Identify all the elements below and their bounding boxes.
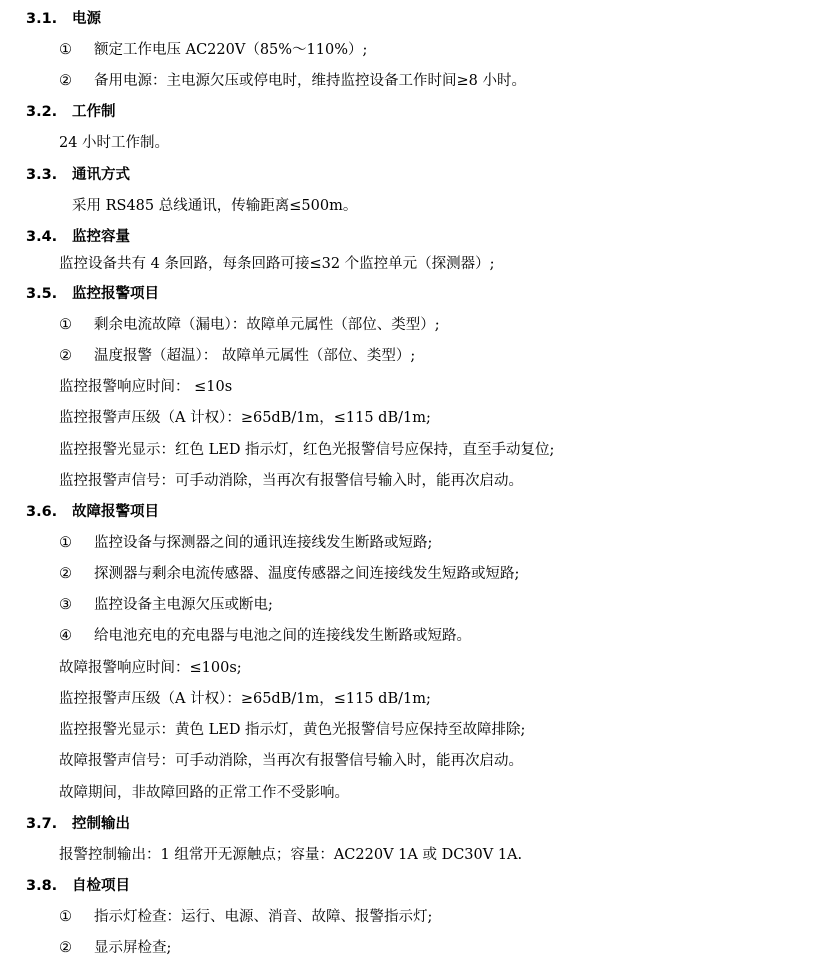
section-title: 监控容量 — [72, 229, 130, 245]
list-item — [59, 907, 432, 927]
list-marker: ① — [59, 42, 72, 58]
paragraph: 监控设备共有 4 条回路，每条回路可接≤32 个监控单元（探测器）; — [59, 256, 495, 272]
list-item-text: 探测器与剩余电流传感器、温度传感器之间连接线发生短路或短路; — [94, 566, 520, 582]
section-title: 控制输出 — [72, 816, 130, 832]
paragraph: 监控报警光显示：红色 LED 指示灯，红色光报警信号应保持，直至手动复位; — [59, 442, 555, 458]
section-heading-3-8 — [26, 876, 130, 896]
list-item — [59, 346, 415, 366]
section-title: 自检项目 — [72, 878, 130, 894]
list-item-text: 指示灯检查：运行、电源、消音、故障、报警指示灯; — [94, 909, 433, 925]
list-item — [59, 315, 440, 335]
section-title: 工作制 — [72, 104, 116, 120]
list-item-text: 额定工作电压 AC220V（85%～110%）; — [94, 42, 368, 58]
list-item-text: 监控设备与探测器之间的通讯连接线发生断路或短路; — [94, 535, 433, 551]
section-heading-3-5 — [26, 284, 159, 304]
list-item-text: 剩余电流故障（漏电）：故障单元属性（部位、类型）; — [94, 317, 440, 333]
list-marker: ① — [59, 909, 72, 925]
paragraph: 报警控制输出：1 组常开无源触点；容量：AC220V 1A 或 DC30V 1A. — [59, 847, 523, 863]
section-heading-3-3 — [26, 165, 130, 185]
paragraph: 故障期间，非故障回路的正常工作不受影响。 — [59, 785, 349, 801]
list-marker: ① — [59, 535, 72, 551]
list-marker: ② — [59, 348, 72, 364]
paragraph: 采用 RS485 总线通讯，传输距离≤500m。 — [72, 198, 358, 214]
section-heading-3-1 — [26, 9, 101, 29]
section-number: 3.2. — [26, 104, 58, 120]
paragraph: 故障报警声信号：可手动消除，当再次有报警信号输入时，能再次启动。 — [59, 753, 523, 769]
list-marker: ① — [59, 317, 72, 333]
paragraph: 24 小时工作制。 — [59, 135, 170, 151]
list-item — [59, 626, 471, 646]
section-title: 监控报警项目 — [72, 286, 159, 302]
paragraph: 监控报警声压级（A 计权）：≥65dB/1m，≤115 dB/1m; — [59, 691, 431, 707]
list-item-text: 显示屏检查; — [94, 940, 172, 956]
paragraph: 监控报警声信号：可手动消除，当再次有报警信号输入时，能再次启动。 — [59, 473, 523, 489]
list-marker: ③ — [59, 597, 72, 613]
section-number: 3.5. — [26, 286, 58, 302]
list-item — [59, 938, 171, 958]
section-number: 3.8. — [26, 878, 58, 894]
section-heading-3-4 — [26, 227, 130, 247]
section-heading-3-6 — [26, 502, 159, 522]
list-item-text: 给电池充电的充电器与电池之间的连接线发生断路或短路。 — [94, 628, 471, 644]
section-number: 3.3. — [26, 167, 58, 183]
section-title: 电源 — [72, 11, 101, 27]
paragraph: 故障报警响应时间：≤100s; — [59, 660, 242, 676]
list-marker: ② — [59, 73, 72, 89]
list-item-text: 温度报警（超温）： 故障单元属性（部位、类型）; — [94, 348, 416, 364]
list-item — [59, 595, 273, 615]
paragraph: 监控报警声压级（A 计权）：≥65dB/1m，≤115 dB/1m; — [59, 410, 431, 426]
list-item-text: 监控设备主电源欠压或断电; — [94, 597, 273, 613]
section-number: 3.1. — [26, 11, 58, 27]
section-number: 3.4. — [26, 229, 58, 245]
paragraph: 监控报警响应时间： ≤10s — [59, 379, 233, 395]
section-title: 通讯方式 — [72, 167, 130, 183]
list-item — [59, 564, 519, 584]
section-number: 3.7. — [26, 816, 58, 832]
list-item — [59, 40, 367, 60]
section-heading-3-7 — [26, 814, 130, 834]
list-marker: ② — [59, 566, 72, 582]
paragraph: 监控报警光显示：黄色 LED 指示灯，黄色光报警信号应保持至故障排除; — [59, 722, 526, 738]
list-item — [59, 533, 432, 553]
list-marker: ② — [59, 940, 72, 956]
section-number: 3.6. — [26, 504, 58, 520]
section-heading-3-2 — [26, 102, 116, 122]
section-title: 故障报警项目 — [72, 504, 159, 520]
list-item-text: 备用电源：主电源欠压或停电时，维持监控设备工作时间≥8 小时。 — [94, 73, 526, 89]
list-item — [59, 71, 526, 91]
list-marker: ④ — [59, 628, 72, 644]
